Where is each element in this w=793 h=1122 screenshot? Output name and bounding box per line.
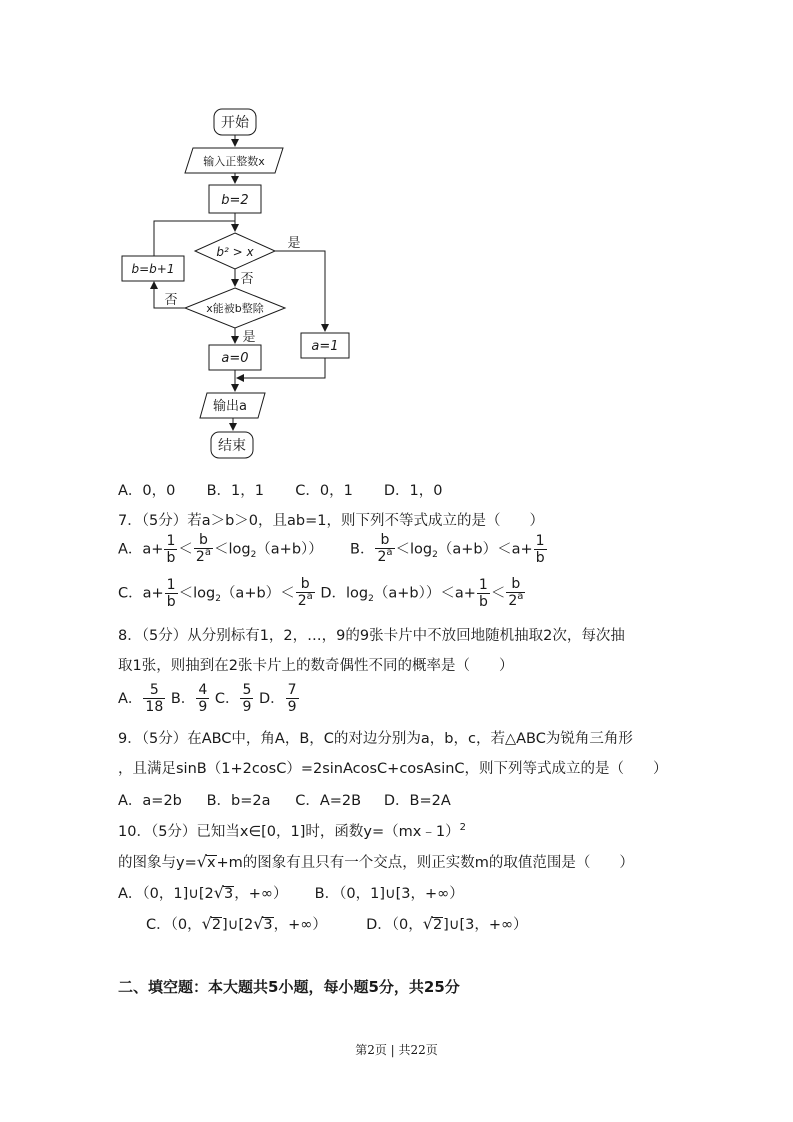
- q6-option-d: D．1，0: [383, 483, 443, 499]
- q9-option-d: D．B=2A: [383, 793, 451, 809]
- q6-option-b: B．1，1: [206, 483, 265, 499]
- q7-d-frac1: $\frac{1}{b}$: [478, 576, 488, 610]
- q7-d-frac2: $\frac{b}{2^a}$: [508, 576, 524, 609]
- q7-b-frac2: $\frac{1}{b}$: [535, 532, 545, 566]
- no2-label: 否: [164, 293, 178, 308]
- q10-option-a: A．（0，1]∪[2√3，+∞）: [118, 883, 288, 902]
- q7-a-frac1: $\frac{1}{b}$: [166, 532, 176, 566]
- assign0-label: a=0: [221, 351, 249, 366]
- q6-options: [118, 479, 442, 500]
- input-label: 输入正整数x: [203, 155, 265, 168]
- q9-option-b: B．b=2a: [206, 793, 271, 809]
- q7-stem: 7．（5分）若a＞b＞0，且ab=1，则下列不等式成立的是（ ）: [118, 513, 544, 529]
- q8-option-c-frac: $\frac{5}{9}$: [242, 682, 252, 715]
- q7-c-frac1: $\frac{1}{b}$: [166, 576, 176, 610]
- q7-option-a-label: A．a+: [118, 541, 164, 558]
- q9-option-a: A．a=2b: [118, 793, 182, 809]
- q10-option-c: C．（0，√2]∪[2√3，+∞）: [146, 914, 327, 933]
- q7-a-frac2: $\frac{b}{2^a}$: [195, 532, 211, 565]
- section-heading: 二、填空题：本大题共5小题，每小题5分，共25分: [118, 978, 460, 996]
- flowchart: [0, 0, 793, 470]
- no1-label: 否: [240, 272, 254, 287]
- end-label: 结束: [218, 438, 246, 454]
- q8-stem-line1: 8．（5分）从分别标有1，2，…，9的9张卡片中不放回地随机抽取2次，每次抽: [118, 628, 625, 644]
- q8-stem-line2: 取1张，则抽到在2张卡片上的数奇偶性不同的概率是（ ）: [118, 658, 514, 674]
- q10-row-cd: [146, 913, 528, 934]
- yes1-label: 是: [287, 236, 301, 251]
- cond2-label: x能被b整除: [206, 302, 264, 315]
- q8-option-a-frac: $\frac{5}{18}$: [145, 682, 164, 715]
- q8-option-b-frac: $\frac{4}{9}$: [198, 682, 208, 715]
- q7-c-frac2: $\frac{b}{2^a}$: [297, 576, 313, 609]
- q9-option-c: C．A=2B: [295, 793, 362, 809]
- q10-row-ab: [118, 882, 464, 903]
- q6-option-a: A．0，0: [118, 483, 176, 499]
- init-label: b=2: [221, 193, 249, 208]
- q10-stem-line1: 10．（5分）已知当x∈[0，1]时，函数y=（mx﹣1）$^2$: [118, 822, 466, 840]
- q8-options: A． $\frac{5}{18}$ B． $\frac{4}{9}$ C． $\frac{5}{9}$ D． $\frac{7}{9}$: [118, 682, 297, 715]
- q7-b-frac1: $\frac{b}{2^a}$: [377, 532, 393, 565]
- q10-option-d: D．（0，√2]∪[3，+∞）: [366, 914, 528, 933]
- assign1-label: a=1: [311, 339, 339, 354]
- q7-row-ab: A．a+ $\frac{1}{b}$ ＜ $\frac{b}{2^a}$ $<\log_2(a+b)$） B． $\frac{b}{2^a}$ $<\log_2(a+b)<a+$ $\frac{1}{b}$: [118, 532, 545, 566]
- q10-option-b: B．（0，1]∪[3，+∞）: [314, 886, 464, 902]
- q10-stem-line2: 的图象与y=√x+m的图象有且只有一个交点，则正实数m的取值范围是（ ）: [118, 852, 634, 871]
- q7-option-d-label: D．log: [320, 585, 369, 602]
- q7-row-cd: C．a+ $\frac{1}{b}$ $<\log_2(a+b)<$ $\frac{b}{2^a}$ D．$\log_2(a+b))<a+$ $\frac{1}{b}$ ＜ $\frac{b}{2^a}$: [118, 576, 524, 610]
- q7-option-c-label: C．a+: [118, 585, 164, 602]
- q9-stem-line2: ，且满足sinB（1+2cosC）=2sinAcosC+cosAsinC，则下列等式成立的是（ ）: [118, 761, 668, 777]
- page-footer: 第2页 | 共22页: [355, 1043, 438, 1057]
- output-label: 输出a: [213, 399, 247, 414]
- q9-options: [118, 789, 451, 810]
- cond1-label: b² > x: [216, 245, 254, 259]
- q7-option-b-label: B．: [350, 541, 375, 558]
- increment-label: b=b+1: [131, 262, 175, 276]
- q8-option-d-frac: $\frac{7}{9}$: [287, 682, 297, 715]
- yes2-label: 是: [242, 330, 256, 345]
- q6-option-c: C．0，1: [295, 483, 353, 499]
- q9-stem-line1: 9．（5分）在ABC中，角A，B，C的对边分别为a，b，c，若△ABC为锐角三角形: [118, 731, 633, 747]
- start-label: 开始: [221, 115, 249, 131]
